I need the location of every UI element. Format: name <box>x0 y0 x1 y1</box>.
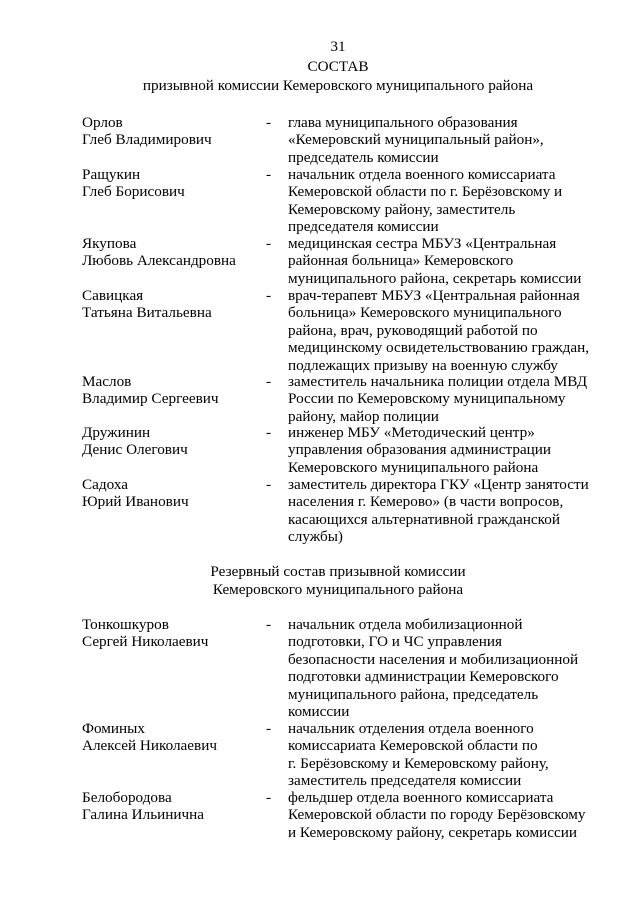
role-line: комиссии <box>288 702 350 720</box>
reserve-section-subtitle: Кемеровского муниципального района <box>212 581 464 598</box>
dash-separator: - <box>266 476 272 493</box>
member-given-names: Любовь Александровна <box>82 252 236 270</box>
role-line: комиссариата Кемеровской области по <box>288 737 538 755</box>
role-line: Кемеровской области по городу Берёзовскому <box>288 806 586 824</box>
role-line: начальник отдела военного комиссариата <box>288 166 556 183</box>
role-line: подготовки администрации Кемеровского <box>288 668 559 686</box>
member-given-names: Алексей Николаевич <box>82 737 217 755</box>
member-surname: Фоминых <box>82 720 145 737</box>
role-line: заместитель председателя комиссии <box>288 772 522 790</box>
member-surname: Ращукин <box>82 166 141 183</box>
role-line: медицинскому освидетельствованию граждан, <box>288 339 590 357</box>
role-line: врач-терапевт МБУЗ «Центральная районная <box>288 287 580 304</box>
role-line: больница» Кемеровского муниципального <box>288 304 562 322</box>
role-line: безопасности населения и мобилизационной <box>288 650 579 668</box>
member-given-names: Галина Ильинична <box>82 806 205 824</box>
member-surname: Савицкая <box>82 287 144 304</box>
page-number: 31 <box>330 38 346 55</box>
member-name <box>82 476 262 511</box>
member-surname: Маслов <box>82 373 132 390</box>
dash-separator: - <box>266 720 272 737</box>
role-line: и Кемеровскому району, секретарь комиссии <box>288 823 577 841</box>
role-line: заместитель директора ГКУ «Центр занятости <box>288 476 589 493</box>
member-role <box>288 720 608 790</box>
dash-separator: - <box>266 114 272 131</box>
member-given-names: Юрий Иванович <box>82 493 189 511</box>
role-line: подлежащих призыву на военную службу <box>288 356 558 374</box>
member-given-names: Денис Олегович <box>82 441 188 459</box>
dash-separator: - <box>266 287 272 304</box>
dash-separator: - <box>266 235 272 252</box>
member-role <box>288 287 608 374</box>
member-name <box>82 789 262 824</box>
dash-separator: - <box>266 789 272 806</box>
member-surname: Белобородова <box>82 789 172 806</box>
member-name <box>82 235 262 270</box>
role-line: касающихся альтернативной гражданской <box>288 510 560 528</box>
role-line: Кемеровского муниципального района <box>288 458 539 476</box>
member-name <box>82 373 262 408</box>
dash-separator: - <box>266 616 272 633</box>
role-line: заместитель начальника полиции отдела МВД <box>288 373 588 390</box>
role-line: службы) <box>288 528 343 546</box>
role-line: председателя комиссии <box>288 218 439 236</box>
member-name <box>82 616 262 651</box>
role-line: районная больница» Кемеровского <box>288 252 514 270</box>
dash-separator: - <box>266 166 272 183</box>
document-subtitle: призывной комиссии Кемеровского муниципального района <box>142 77 534 94</box>
document-title: СОСТАВ <box>307 58 369 75</box>
member-given-names: Сергей Николаевич <box>82 633 209 651</box>
role-line: района, врач, руководящий работой по <box>288 321 538 339</box>
dash-separator: - <box>266 373 272 390</box>
member-name <box>82 720 262 755</box>
member-name <box>82 424 262 459</box>
member-role <box>288 616 608 720</box>
member-given-names: Владимир Сергеевич <box>82 390 219 408</box>
member-surname: Дружинин <box>82 424 151 441</box>
role-line: начальник отделения отдела военного <box>288 720 534 737</box>
role-line: муниципального района, секретарь комиссии <box>288 269 582 287</box>
member-name <box>82 166 262 201</box>
role-line: населения г. Кемерово» (в части вопросов, <box>288 493 564 511</box>
role-line: Кемеровскому району, заместитель <box>288 200 516 218</box>
member-name <box>82 114 262 149</box>
member-role <box>288 789 608 841</box>
role-line: «Кемеровский муниципальный район», <box>288 131 544 149</box>
dash-separator: - <box>266 424 272 441</box>
role-line: району, майор полиции <box>288 407 439 425</box>
role-line: муниципального района, председатель <box>288 685 539 703</box>
role-line: глава муниципального образования <box>288 114 518 131</box>
role-line: России по Кемеровскому муниципальному <box>288 390 566 408</box>
role-line: инженер МБУ «Методический центр» <box>288 424 535 441</box>
member-role <box>288 235 608 287</box>
member-role <box>288 424 608 476</box>
role-line: управления образования администрации <box>288 441 552 459</box>
member-surname: Тонкошкуров <box>82 616 169 633</box>
member-role <box>288 166 608 236</box>
role-line: начальник отдела мобилизационной <box>288 616 523 633</box>
member-role <box>288 476 608 546</box>
member-role <box>288 114 608 166</box>
role-line: г. Берёзовскому и Кемеровскому району, <box>288 754 549 772</box>
role-line: Кемеровской области по г. Берёзовскому и <box>288 183 563 201</box>
role-line: медицинская сестра МБУЗ «Центральная <box>288 235 557 252</box>
member-given-names: Татьяна Витальевна <box>82 304 212 322</box>
member-surname: Якупова <box>82 235 137 252</box>
member-role <box>288 373 608 425</box>
role-line: фельдшер отдела военного комиссариата <box>288 789 554 806</box>
member-given-names: Глеб Борисович <box>82 183 185 201</box>
reserve-section-title: Резервный состав призывной комиссии <box>210 563 466 580</box>
member-given-names: Глеб Владимирович <box>82 131 212 149</box>
member-name <box>82 287 262 322</box>
member-surname: Садоха <box>82 476 128 493</box>
role-line: председатель комиссии <box>288 148 439 166</box>
member-surname: Орлов <box>82 114 123 131</box>
role-line: подготовки, ГО и ЧС управления <box>288 633 503 651</box>
